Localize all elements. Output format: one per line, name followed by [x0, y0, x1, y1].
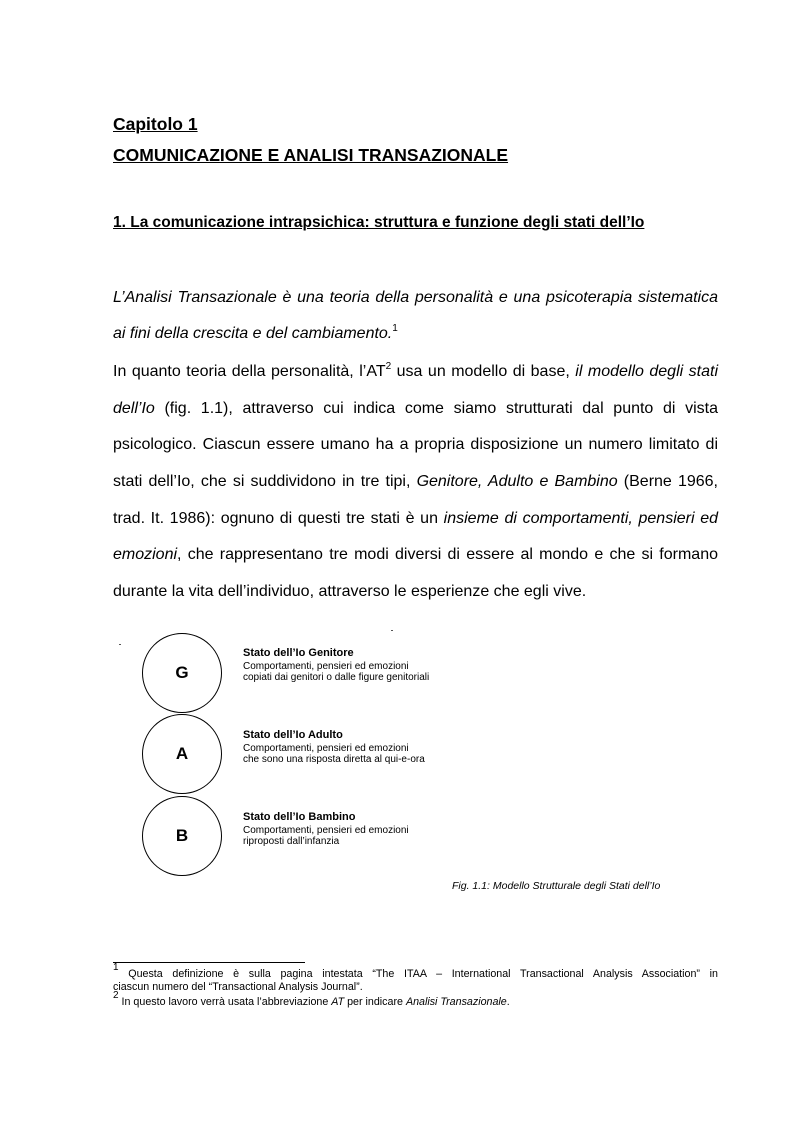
footnote-2-text: In questo lavoro verrà usata l’abbreviazione: [121, 996, 332, 1008]
para2-text: usa un modello di base,: [391, 363, 576, 380]
child-state-title: Stato dell’Io Bambino: [243, 811, 356, 823]
child-state-desc1: Comportamenti, pensieri ed emozioni: [243, 825, 409, 836]
parent-state-letter: G: [175, 663, 189, 682]
para2-text: stati dell’Io, che si suddividono in tre tipi,: [113, 473, 417, 490]
child-state-letter: B: [175, 826, 189, 845]
para2-italic: insieme di comportamenti, pensieri ed: [443, 510, 719, 527]
para1-line2: [113, 323, 718, 345]
para1-line2-text: ai fini della crescita e del cambiamento.: [113, 325, 393, 342]
parent-state-circle: [142, 633, 222, 713]
footnote-1-text: Questa definizione è sulla pagina intestata “The ITAA – International Transactional Analysis Association” in: [128, 968, 718, 980]
adult-state-desc1: Comportamenti, pensieri ed emozioni: [243, 743, 409, 754]
para2-italic: Genitore, Adulto e Bambino: [416, 473, 618, 490]
footnote-2-italic: AT: [331, 996, 345, 1008]
footnote-2-text: .: [506, 996, 510, 1008]
para1-line1: L’Analisi Transazionale è una teoria della personalità e una psicoterapia sistematica: [113, 289, 718, 306]
footnote-1-mark: 1: [113, 962, 119, 973]
chapter-heading: Capitolo 1: [113, 114, 198, 134]
adult-state-circle: [142, 714, 222, 794]
para2-line2: [113, 398, 718, 420]
footnote-2: [113, 990, 718, 1009]
footnote-ref-2: 2: [385, 361, 392, 372]
para2-line3: psicologico. Ciascun essere umano ha a propria disposizione un numero limitato di: [113, 436, 718, 453]
para2-text: (fig. 1.1), attraverso cui indica come siamo strutturati dal punto di vista: [154, 400, 718, 417]
para2-line1: [113, 361, 718, 383]
para2-text: , che rappresentano tre modi diversi di essere al mondo e che si formano: [177, 546, 718, 563]
adult-state-letter: A: [175, 744, 189, 763]
footnote-2-italic: Analisi Transazionale: [405, 996, 507, 1008]
para2-line4: [113, 471, 718, 493]
section-heading: 1. La comunicazione intrapsichica: struttura e funzione degli stati dell’Io: [113, 214, 645, 231]
footnote-2-text: per indicare: [344, 996, 406, 1008]
adult-state-title: Stato dell’Io Adulto: [243, 729, 343, 741]
figure-corner-mark: [119, 644, 121, 645]
footnote-separator: [113, 962, 305, 963]
parent-state-desc2: copiati dai genitori o dalle figure genitoriali: [243, 672, 430, 683]
para2-italic: dell’Io: [113, 400, 155, 417]
figure-caption: Fig. 1.1: Modello Strutturale degli Stati dell’Io: [452, 880, 661, 892]
para2-italic: emozioni: [113, 546, 178, 563]
footnote-1-line2: ciascun numero del “Transactional Analysis Journal”.: [113, 981, 363, 993]
child-state-desc2: riproposti dall’infanzia: [243, 836, 340, 847]
para2-line6: [113, 544, 718, 566]
footnote-1-line1: [113, 962, 718, 981]
parent-state-desc1: Comportamenti, pensieri ed emozioni: [243, 661, 409, 672]
parent-state-title: Stato dell’Io Genitore: [243, 647, 354, 659]
para2-line5: [113, 508, 718, 530]
para2-italic: il modello degli stati: [575, 363, 719, 380]
figure-corner-mark: [391, 630, 393, 631]
para2-text: (Berne 1966,: [617, 473, 718, 490]
para2-text: In quanto teoria della personalità, l’AT: [113, 363, 386, 380]
chapter-title: COMUNICAZIONE E ANALISI TRANSAZIONALE: [113, 145, 509, 165]
footnote-ref-1: 1: [392, 323, 398, 334]
footnote-2-mark: 2: [113, 990, 119, 1001]
child-state-circle: [142, 796, 222, 876]
para2-text: trad. It. 1986): ognuno di questi tre stati è un: [113, 510, 444, 527]
para2-line7: durante la vita dell’individuo, attraverso le esperienze che egli vive.: [113, 583, 587, 600]
adult-state-desc2: che sono una risposta diretta al qui-e-ora: [243, 754, 425, 765]
